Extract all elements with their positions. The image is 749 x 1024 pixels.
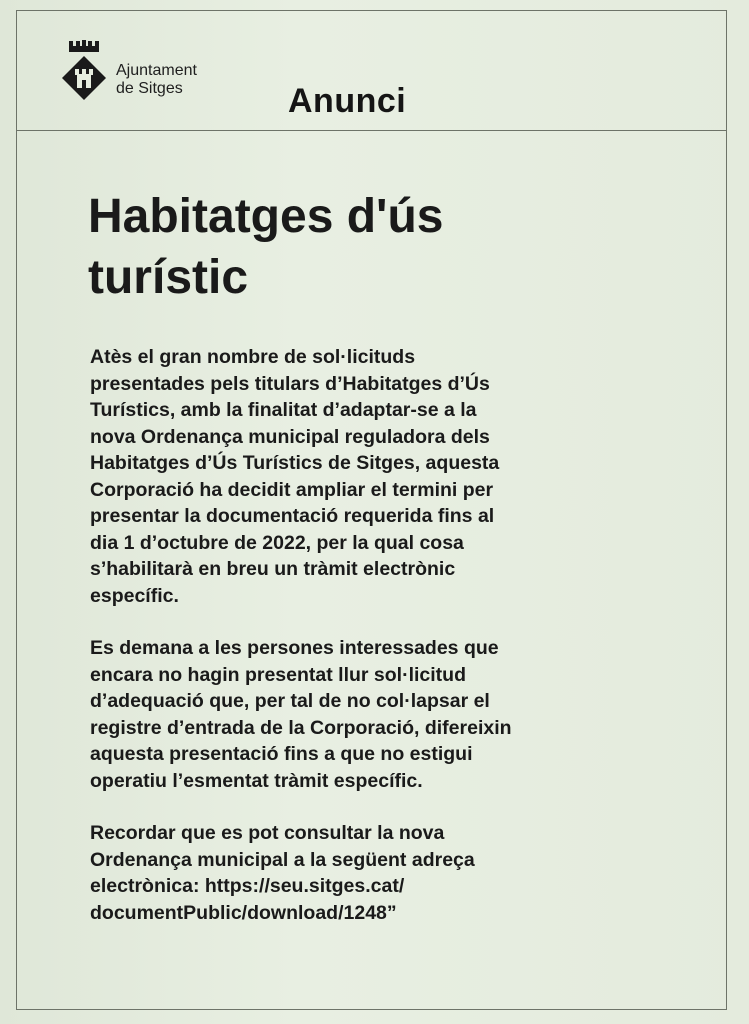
text-line: Recordar que es pot consultar la nova: [90, 822, 445, 844]
text-line: d’adequació que, per tal de no col·lapsar el: [90, 690, 490, 712]
text-line: aquesta presentació fins a que no estigui: [90, 743, 473, 765]
notice-body: [90, 344, 680, 952]
text-line: documentPublic/download/1248”: [90, 901, 397, 924]
org-name-line-1: Ajuntament: [116, 62, 197, 79]
ajuntament-logo-icon: [60, 40, 108, 102]
text-line: electrònica: https://seu.sitges.cat/: [90, 875, 405, 897]
notice-label: Anunci: [288, 82, 407, 120]
headline: [88, 186, 648, 308]
text-line: presentar la documentació requerida fins al: [90, 505, 495, 527]
text-line: presentades pels titulars d’Habitatges d’Ús: [90, 372, 490, 395]
text-line: s’habilitarà en breu un tràmit electrònic: [90, 558, 456, 580]
paragraph-request: [90, 635, 680, 794]
text-line: Habitatges d’Ús Turístics de Sitges, aquesta: [90, 452, 500, 474]
header-divider: [16, 130, 727, 131]
text-line: específic.: [90, 584, 179, 607]
organization-name: [116, 62, 246, 98]
text-line: encara no hagin presentat llur sol·licitud: [90, 663, 466, 686]
org-name-line-2: de Sitges: [116, 80, 183, 97]
text-line: registre d’entrada de la Corporació, difereixin: [90, 716, 512, 739]
text-line: dia 1 d’octubre de 2022, per la qual cosa: [90, 531, 464, 554]
text-line: Turístics, amb la finalitat d’adaptar-se a la: [90, 399, 477, 421]
paragraph-reminder: [90, 820, 680, 926]
headline-line-1: Habitatges d'ús: [88, 190, 444, 243]
paragraph-extension: [90, 344, 680, 609]
text-line: Atès el gran nombre de sol·licituds: [90, 346, 416, 368]
text-line: nova Ordenança municipal reguladora dels: [90, 425, 490, 448]
text-line: Ordenança municipal a la següent adreça: [90, 848, 475, 871]
text-line: operatiu l’esmentat tràmit específic.: [90, 769, 423, 792]
text-line: Corporació ha decidit ampliar el termini per: [90, 478, 494, 501]
text-line: Es demana a les persones interessades que: [90, 637, 499, 659]
headline-line-2: turístic: [88, 251, 249, 304]
